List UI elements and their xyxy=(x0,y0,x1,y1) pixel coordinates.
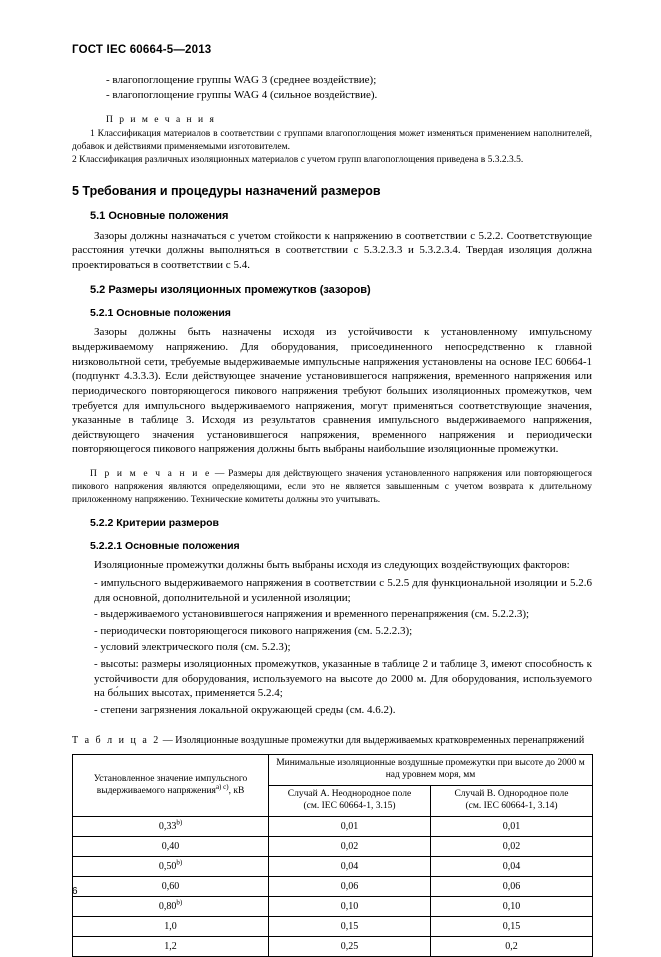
note-block xyxy=(72,468,592,506)
list-item: - степени загрязнения локальной окружающей среды (см. 4.6.2). xyxy=(94,703,396,716)
cell-value: 0,80 xyxy=(158,901,177,912)
table-row xyxy=(73,837,593,857)
list-item: - высоты: размеры изоляционных промежутков, указанные в таблице 2 и таблице 3, имеют способность к устойчивости для оборудования, используемого на высоте до 2000 м. Для оборудования, используемого на бо́льших высотах, применяется 5.2.4; xyxy=(94,658,592,700)
cell-value: 0,33 xyxy=(158,821,177,832)
header-subtext: (см. IEC 60664-1, 3.15) xyxy=(303,801,396,811)
cell-voltage xyxy=(73,897,269,917)
cell-case-b: 0,02 xyxy=(431,837,593,857)
cell-value: 0,40 xyxy=(161,841,180,852)
page-content xyxy=(72,44,592,957)
list-item: - влагопоглощение группы WAG 4 (сильное воздействие). xyxy=(106,89,378,101)
header-text: Случай А. Неоднородное поле xyxy=(287,789,412,800)
section-heading-5-2-2: 5.2.2 Критерии размеров xyxy=(90,517,219,530)
cell-case-a: 0,02 xyxy=(269,837,431,857)
header-cell-clearances-span: Минимальные изоляционные воздушные промежутки при высоте до 2000 м над уровнем моря, мм xyxy=(269,755,593,786)
cell-value: 1,2 xyxy=(164,941,177,952)
cell-case-b: 0,15 xyxy=(431,917,593,937)
notes-heading: П р и м е ч а н и я xyxy=(106,115,216,125)
table-row xyxy=(73,897,593,917)
cell-case-a: 0,01 xyxy=(269,817,431,837)
cell-value: 0,50 xyxy=(158,861,177,872)
table-row xyxy=(73,857,593,877)
paragraph: Изоляционные промежутки должны быть выбраны исходя из следующих воздействующих факторов: xyxy=(94,559,570,572)
cell-voltage xyxy=(73,877,269,897)
table-caption xyxy=(72,734,592,748)
header-cell-rated-impulse xyxy=(73,755,269,817)
header-subtext: (см. IEC 60664-1, 3.14) xyxy=(465,801,558,811)
document-header: ГОСТ IEC 60664-5—2013 xyxy=(72,44,212,56)
section-heading-5-2-2-1: 5.2.2.1 Основные положения xyxy=(90,540,240,553)
cell-case-b: 0,04 xyxy=(431,857,593,877)
cell-case-a: 0,25 xyxy=(269,937,431,957)
note-item: 2 Классификация различных изоляционных материалов с учетом групп влагопоглощения приведена в 5.3.2.3.5. xyxy=(72,155,524,166)
footnote-marker: a) c) xyxy=(215,782,229,791)
note-label: П р и м е ч а н и е xyxy=(90,469,212,480)
table-header-row xyxy=(73,755,593,786)
header-text: Установленное значение импульсного выдерживаемого напряжения xyxy=(93,773,248,796)
list-item: - влагопоглощение группы WAG 3 (среднее воздействие); xyxy=(106,74,377,86)
cell-case-b: 0,2 xyxy=(431,937,593,957)
cell-case-a: 0,06 xyxy=(269,877,431,897)
section-heading-5-2-1: 5.2.1 Основные положения xyxy=(90,307,231,320)
header-unit: , кВ xyxy=(228,785,245,796)
list-item: - импульсного выдерживаемого напряжения в соответствии с 5.2.5 для функциональной изоляции и 5.2.6 для основной, дополнительной и усиленной изоляции; xyxy=(94,576,592,604)
paragraph: Зазоры должны назначаться с учетом стойкости к напряжению в соответствии с 5.2.2. Соответствующие расстояния утечки должны выполняться в соответствии с 5.3.2.3.3 и 5.3.2.3.4. Твердая изоляция должна проектироваться в соответствии с 5.4. xyxy=(72,229,592,271)
cell-voltage xyxy=(73,837,269,857)
header-cell-case-b xyxy=(431,786,593,817)
cell-voltage xyxy=(73,817,269,837)
footnote-marker: b) xyxy=(176,898,183,907)
cell-voltage xyxy=(73,857,269,877)
cell-voltage xyxy=(73,937,269,957)
page-number: 6 xyxy=(72,886,78,897)
list-item: - выдерживаемого установившегося напряжения и временного перенапряжения (см. 5.2.2.3); xyxy=(94,608,530,621)
footnote-marker: b) xyxy=(176,858,183,867)
list-item: - периодически повторяющегося пикового напряжения (см. 5.2.2.3); xyxy=(94,624,413,637)
cell-case-b: 0,10 xyxy=(431,897,593,917)
header-text: Случай В. Однородное поле xyxy=(454,789,569,800)
footnote-marker: b) xyxy=(176,818,183,827)
cell-case-a: 0,04 xyxy=(269,857,431,877)
cell-case-a: 0,10 xyxy=(269,897,431,917)
cell-case-b: 0,01 xyxy=(431,817,593,837)
table-row xyxy=(73,917,593,937)
cell-case-b: 0,06 xyxy=(431,877,593,897)
table-insulation-clearances xyxy=(72,754,593,957)
paragraph: Зазоры должны быть назначены исходя из устойчивости к установленному импульсному выдерживаемому напряжению. Для оборудования, присоединенного непосредственно к главной низковольтной сети, требуемые выдерживаемые импульсные напряжения установлены на основе IEC 60664-1 (подпункт 4.3.3.3). Если действующее значение установившегося напряжения, временного напряжения или периодического повторяющегося пикового напряжения требуют больших изоляционных промежутков, чем требуется для импульсного выдерживаемого напряжения, могут применяться соответствующие значения, указанные в таблице 3. Исходя из результатов сравнения импульсного выдерживаемого напряжения, действующего значения установившегося напряжения, временного напряжения и периодически повторяющегося пикового напряжения должны быть выбраны наибольшие изоляционные промежутки. xyxy=(72,326,592,456)
table-label: Т а б л и ц а 2 xyxy=(72,734,161,746)
section-heading-5: 5 Требования и процедуры назначений размеров xyxy=(72,183,381,198)
cell-case-a: 0,15 xyxy=(269,917,431,937)
table-caption-text: — Изоляционные воздушные промежутки для выдерживаемых кратковременных перенапряжений xyxy=(162,734,585,746)
cell-voltage xyxy=(73,917,269,937)
note-item: 1 Классификация материалов в соответствии с группами влагопоглощения может изменяться применением наполнителей, добавок и действиями применяемыми изготовителем. xyxy=(72,129,592,152)
list-item: - условий электрического поля (см. 5.2.3); xyxy=(94,641,291,654)
table-row xyxy=(73,877,593,897)
note-text: — Размеры для действующего значения установленного напряжения или повторяющегося пикового напряжения являются определяющими, если это не является завышенным с учетом возврата к длительному приложенному напряжению. Технические комитеты должны это учитывать. xyxy=(72,469,593,505)
section-heading-5-1: 5.1 Основные положения xyxy=(90,209,229,222)
header-cell-case-a xyxy=(269,786,431,817)
cell-value: 1,0 xyxy=(164,921,177,932)
section-heading-5-2: 5.2 Размеры изоляционных промежутков (зазоров) xyxy=(90,284,371,297)
table-row xyxy=(73,817,593,837)
cell-value: 0,60 xyxy=(161,881,180,892)
table-row xyxy=(73,937,593,957)
